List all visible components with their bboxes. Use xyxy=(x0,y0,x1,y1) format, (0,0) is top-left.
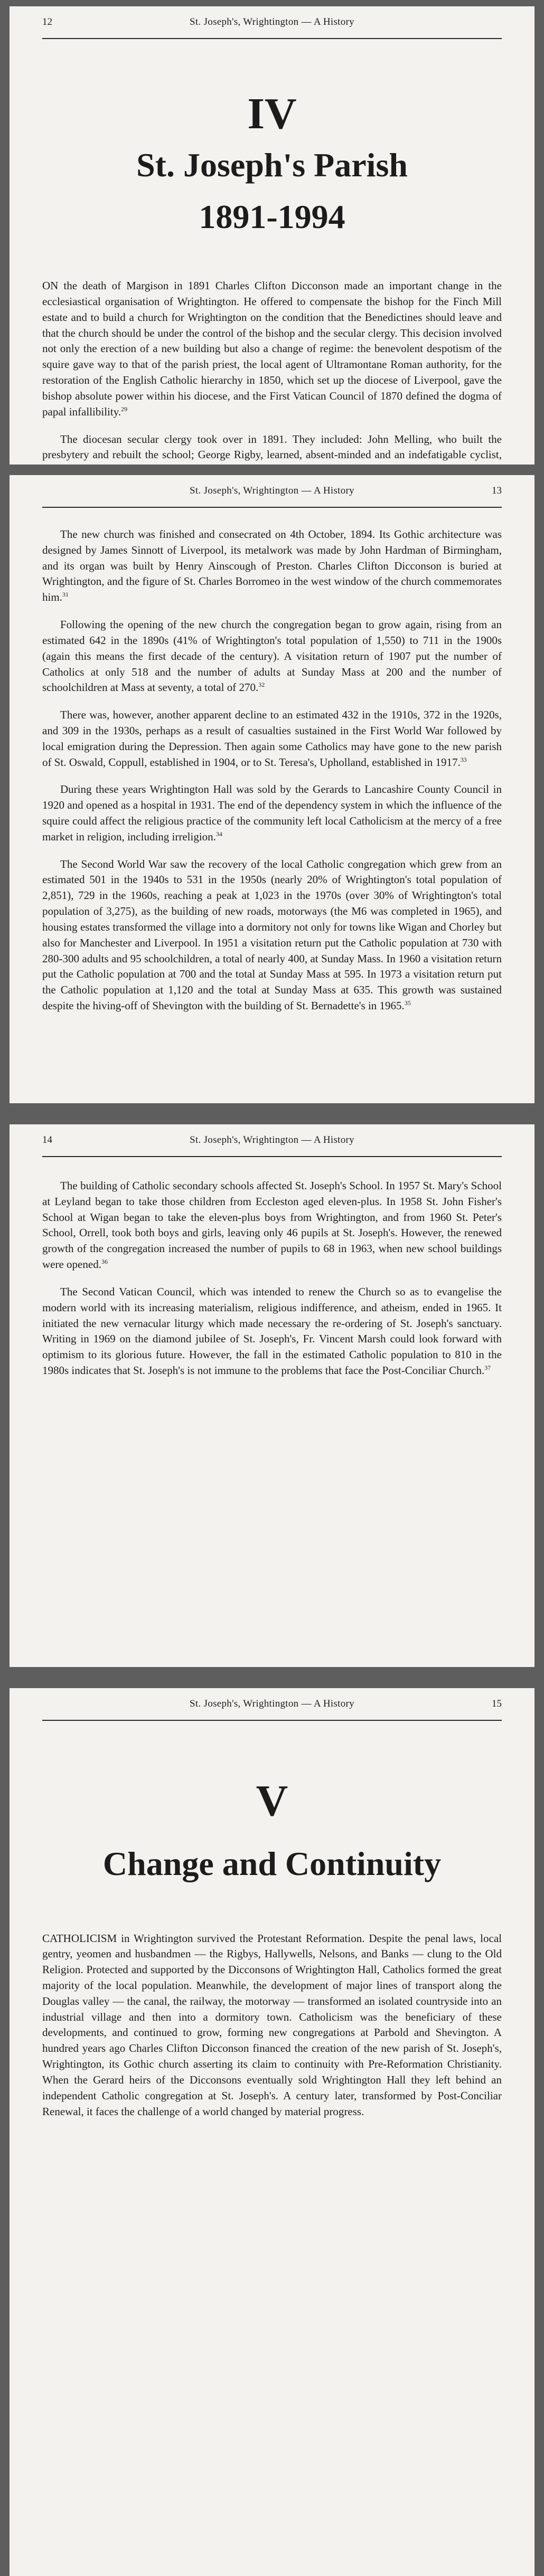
header-title: St. Joseph's, Wrightington — A History xyxy=(190,1134,354,1145)
running-header xyxy=(42,1124,502,1156)
paragraph: The Second World War saw the recovery of the local Catholic congregation which grew from an estimated 501 in the 1940s to 531 in the 1950s (nearly 20% of Wrightington's total population of 2,851), 729 in the 1960s, reaching a peak at 1,023 in the 1970s (over 30% of Wrightington's total population of 3,275), as the building of new roads, motorways (the M6 was completed in 1965), and housing estates transformed the village into a dormitory not only for towns like Wigan and Chorley but also for Manchester and Liverpool. In 1951 a visitation return put the Catholic population at 730 with 280-300 adults and 95 schoolchildren, a total of nearly 400, at Sunday Mass. In 1960 a visitation return put the Catholic population at 700 and the total at Sunday Mass at 595. In 1973 a visitation return put the Catholic population at 1,120 and the total at Sunday Mass at 635. This growth was sustained despite the hiving-off of Shevington with the building of St. Bernadette's in 1965.35 xyxy=(42,857,502,1012)
chapter-number: IV xyxy=(247,89,297,138)
footnote-marker: 36 xyxy=(101,1258,108,1266)
chapter-title: Change and Continuity xyxy=(102,1845,442,1882)
paragraph: CATHOLICISM in Wrightington survived the Protestant Reformation. Despite the penal laws, local gentry, yeomen and husbandmen — the Rigbys, Hallywells, Nelsons, and Banks — clung to the Old Religion. Protected and supported by the Dicconsons of Wrightington Hall, Catholics formed the great majority of the local population. Meanwhile, the development of major lines of transport along the Douglas valley — the canal, the railway, the motorway — transformed an isolated countryside into an industrial village and then into a dormitory town. Catholicism was the beneficiary of these developments, and continued to grow, forming new congregations at Parbold and Shevington. A hundred years ago Charles Clifton Dicconson financed the creation of the new parish of St. Joseph's, Wrightington, its Gothic church asserting its claim to continuity with Pre-Reformation Christianity. When the Gerard heirs of the Dicconsons eventually sold Wrightington Hall they left behind an independent Catholic congregation at St. Joseph's. A century later, transformed by Post-Conciliar Renewal, it faces the challenge of a world changed by material progress. xyxy=(42,1931,502,2118)
paragraph: There was, however, another apparent decline to an estimated 432 in the 1910s, 372 in the 1920s, and 309 in the 1930s, perhaps as a result of casualties sustained in the First World War followed by local emigration during the Depression. Then again some Catholics may have gone to the new parish of St. Oswald, Coppull, established in 1904, or to St. Teresa's, Upholland, established in 1917.33 xyxy=(42,708,502,769)
footnote-marker: 33 xyxy=(460,755,467,763)
page-number: 13 xyxy=(492,485,502,496)
page-number: 14 xyxy=(42,1134,52,1145)
footnote-marker: 29 xyxy=(121,405,128,413)
paragraph: The Second Vatican Council, which was intended to renew the Church so as to evangelise the modern world with its increasing materialism, religious indifference, and atheism, ended in 1965. It initiated the new vernacular liturgy which made necessary the re-ordering of St. Joseph's sanctuary. Writing in 1969 on the diamond jubilee of St. Joseph's, Fr. Vincent Marsh could look forward with optimism to its glorious future. However, the fall in the estimated Catholic population to 810 in the 1980s indicates that St. Joseph's is not immune to the problems that face the Post-Conciliar Church.$^{37}$ xyxy=(42,1285,502,1377)
header-rule xyxy=(42,1720,502,1721)
paragraph: The building of Catholic secondary schools affected St. Joseph's School. In 1957 St. Mary's School at Leyland began to take those children from Eccleston aged eleven-plus. In 1958 St. John Fisher's School at Wigan began to take the eleven-plus boys from Wrightington, and from 1960 St. Peter's School, Orrell, took both boys and girls, leaving only 46 pupils at St. Joseph's. However, the renewed growth of the congregation increased the number of pupils to 68 in 1963, when new school buildings were opened.$^{36}$ xyxy=(42,1179,502,1271)
chapter-number: V xyxy=(256,1776,288,1825)
paragraph: During these years Wrightington Hall was sold by the Gerards to Lancashire County Council in 1920 and opened as a hospital in 1931. The end of the dependency system in which the influence of the squire could affect the religious practice of the community left local Catholicism at the mercy of a free market in religion, including irreligion.$^{34}$ xyxy=(42,783,502,843)
paragraph: Following the opening of the new church the congregation began to grow again, rising from an estimated 642 in the 1890s (41% of Wrightington's total population of 1,550) to 711 in the 1900s (again this means the first decade of the century). A visitation return of 1907 put the number of Catholics at only 518 and the number of adults at Sunday Mass at 200 and the number of schoolchildren at Mass at seventy, a total of 270.32 xyxy=(42,618,502,694)
chapter-dates: 1891-1994 xyxy=(199,197,345,235)
running-header xyxy=(42,6,502,38)
page-14 xyxy=(10,1124,534,1667)
page-number: 12 xyxy=(42,16,52,27)
header-rule xyxy=(42,38,502,39)
footnote-marker: 34 xyxy=(215,830,222,838)
chapter-title: St. Joseph's Parish xyxy=(136,146,408,184)
footnote-marker: 35 xyxy=(404,999,411,1007)
running-header xyxy=(42,1688,502,1720)
header-title: St. Joseph's, Wrightington — A History xyxy=(190,485,354,496)
paragraph: The new church was finished and consecrated on 4th October, 1894. Its Gothic architecture was designed by James Sinnott of Liverpool, its metalwork was made by John Hardman of Birmingham, and its organ was built by Henry Ainscough of Preston. Charles Clifton Dicconson is buried at Wrightington, and the figure of St. Charles Borromeo in the west window of the church commemorates him.$^{31}$ xyxy=(42,528,502,604)
header-title: St. Joseph's, Wrightington — A History xyxy=(190,16,354,27)
page-number: 15 xyxy=(492,1698,502,1709)
header-title: St. Joseph's, Wrightington — A History xyxy=(190,1698,354,1709)
footnote-marker: 31 xyxy=(62,591,69,599)
page-15 xyxy=(10,1688,534,2576)
page-13 xyxy=(10,475,534,1103)
page-12 xyxy=(10,6,534,465)
paragraph: ON the death of Margison in 1891 Charles Clifton Dicconson made an important change in the ecclesiastical organisation of Wrightington. He offered to compensate the bishop for the Finch Mill estate and to build a church for Wrightington on the condition that the Benedictines should leave and that the church should be under the control of the bishop and the secular clergy. This decision involved not only the erection of a new building but also a change of regime: the benevolent despotism of the squire gave way to that of the parish priest, the local agent of Ultramontane Roman authority, for the restoration of the English Catholic hierarchy in 1850, which set up the diocese of Liverpool, gave the bishop absolute power within his diocese, and the First Vatican Council of 1870 defined the dogma of papal infallibility.$^{29}$ xyxy=(42,279,502,418)
footnote-marker: 32 xyxy=(258,681,265,689)
paragraph: The diocesan secular clergy took over in 1891. They included: John Melling, who built the presbytery and rebuilt the school; George Rigby, learned, absent-minded and an indefatigable cyclist, xyxy=(42,432,502,461)
running-header xyxy=(42,475,502,507)
footnote-marker: 37 xyxy=(484,1363,491,1371)
